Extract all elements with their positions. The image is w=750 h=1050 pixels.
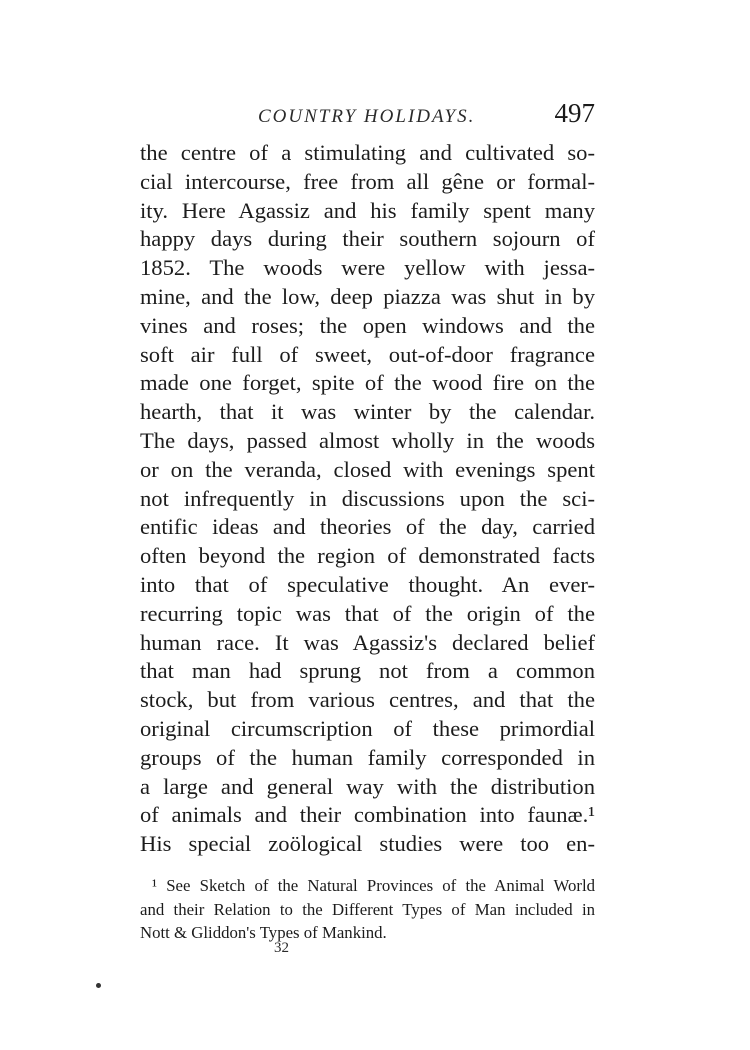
text-line: The days, passed almost wholly in the woods (140, 427, 595, 453)
text-line: or on the veranda, closed with evenings spent (140, 456, 595, 482)
text-line: a large and general way with the distribution (140, 773, 595, 799)
footnote-line: ¹ See Sketch of the Natural Provinces of the Animal World (152, 876, 595, 895)
ink-speck (96, 983, 101, 988)
text-line: mine, and the low, deep piazza was shut in by (140, 283, 595, 309)
text-line: original circumscription of these primordial (140, 715, 595, 741)
text-line: His special zoölogical studies were too en- (140, 831, 595, 857)
text-line: soft air full of sweet, out-of-door fragrance (140, 341, 595, 367)
footnotes (140, 874, 595, 945)
text-line: of animals and their combination into faunæ.¹ (140, 802, 595, 828)
text-line: entific ideas and theories of the day, carried (140, 514, 595, 540)
body-text (140, 139, 595, 859)
text-line: into that of speculative thought. An ever- (140, 571, 595, 597)
text-line: the centre of a stimulating and cultivated so- (140, 140, 595, 165)
text-line: hearth, that it was winter by the calendar. (140, 399, 595, 425)
text-line: vines and roses; the open windows and the (140, 312, 595, 338)
footnote-line: and their Relation to the Different Types of Man included in (140, 899, 595, 919)
text-line: groups of the human family corresponded in (140, 744, 595, 770)
text-line: often beyond the region of demonstrated facts (140, 543, 595, 569)
text-line: cial intercourse, free from all gêne or formal- (140, 168, 595, 194)
text-line: recurring topic was that of the origin of the (140, 600, 595, 626)
text-line: made one forget, spite of the wood fire on the (140, 370, 595, 396)
text-line: happy days during their southern sojourn of (140, 226, 595, 252)
text-line: that man had sprung not from a common (140, 658, 595, 684)
text-line: stock, but from various centres, and that the (140, 687, 595, 713)
text-line: human race. It was Agassiz's declared belief (140, 629, 595, 655)
footnote-line: Nott & Gliddon's Types of Mankind. (140, 923, 387, 942)
page-number: 497 (554, 98, 595, 128)
running-title: COUNTRY HOLIDAYS. (258, 106, 476, 127)
signature-mark: 32 (274, 940, 289, 956)
text-line: not infrequently in discussions upon the sci- (140, 485, 595, 511)
text-line: ity. Here Agassiz and his family spent many (140, 197, 595, 223)
text-line: 1852. The woods were yellow with jessa- (140, 255, 595, 281)
running-head (140, 96, 595, 136)
